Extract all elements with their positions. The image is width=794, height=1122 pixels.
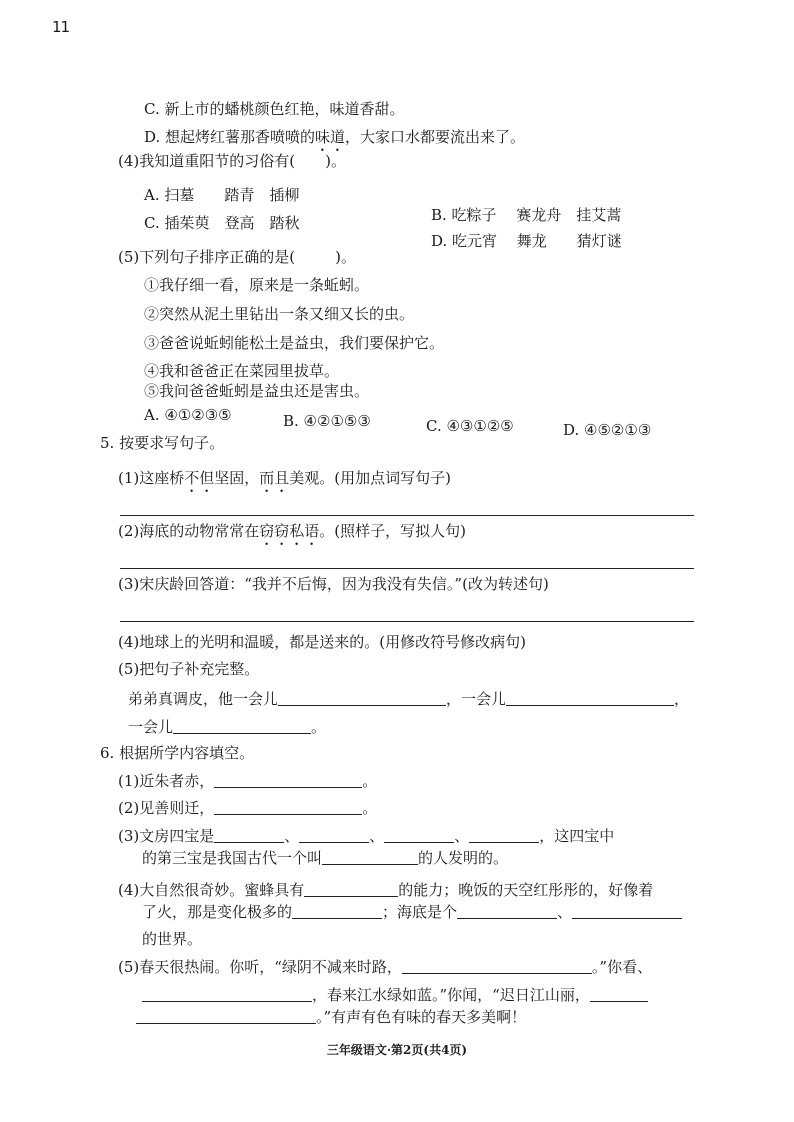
q4-5-stem: (5)下列句子排序正确的是( )。 [118,248,356,266]
fill-blank[interactable] [590,1000,648,1002]
fill-blank[interactable] [304,895,398,897]
q6-item-3-line2: 的第三宝是我国古代一个叫 的人发明的。 [142,849,509,867]
fill-blank[interactable] [506,704,674,706]
q5-item-5-line1: 弟弟真调皮，他一会儿 ，一会儿 ， [128,690,690,708]
q4-4-option-a: A. 扫墓 踏青 插柳 [144,186,300,204]
answer-line[interactable] [120,515,694,516]
q4-4-option-b: B. 吃粽子 赛龙舟 挂艾蒿 [431,206,622,224]
sentence-2: ②突然从泥土里钻出一条又细又长的虫。 [144,305,415,323]
fill-blank[interactable] [142,1000,312,1002]
answer-line[interactable] [120,568,694,569]
q6-item-1: (1)近朱者赤， 。 [118,772,378,790]
corner-mark: 11 [52,18,70,36]
answer-option-d: D. ④⑤②①③ [563,421,652,439]
q6-item-3: (3)文房四宝是 、 、 、 ，这四宝中 [118,827,615,845]
q5-item-1: (1)这座桥不但坚固，而且美观。(用加点词写句子) [118,469,452,487]
q4-4-option-d: D. 吃元宵 舞龙 猜灯谜 [431,232,622,250]
q6-item-5-line3: 。”有声有色有味的春天多美啊！ [136,1010,526,1025]
answer-option-a: A. ④①②③⑤ [144,406,232,424]
dotted-word: 味道 [315,128,346,146]
sentence-3: ③爸爸说蚯蚓能松土是益虫，我们要保护它。 [144,334,445,352]
q5-item-2: (2)海底的动物常常在窃窃私语。(照样子，写拟人句) [118,522,466,540]
q5-title: 5. 按要求写句子。 [100,434,225,452]
q6-title: 6. 根据所学内容填空。 [100,744,255,762]
fill-blank[interactable] [457,917,557,919]
q4-3-option-c: C. 新上市的蟠桃颜色红艳，味道香甜。 [144,100,405,118]
sentence-4: ④我和爸爸正在菜园里拔草。 [144,362,340,380]
fill-blank[interactable] [214,813,362,815]
q6-item-4-line3: 的世界。 [142,930,203,948]
q4-4-stem: (4)我知道重阳节的习俗有( )。 [118,152,346,170]
answer-option-c: C. ④③①②⑤ [426,417,514,435]
q6-item-4-line2: 了火，那是变化极多的 ；海底是个 、 [142,905,682,920]
fill-blank[interactable] [278,704,446,706]
q5-item-4: (4)地球上的光明和温暖，都是送来的。(用修改符号修改病句) [118,633,526,651]
fill-blank[interactable] [214,786,362,788]
fill-blank[interactable] [292,917,382,919]
fill-blank[interactable] [572,917,682,919]
q6-item-5: (5)春天很热闹。你听，“绿阴不减来时路， 。”你看、 [118,958,653,976]
q6-item-4: (4)大自然很奇妙。蜜蜂具有 的能力；晚饭的天空红彤彤的，好像着 [118,881,654,899]
q4-4-option-c: C. 插茱萸 登高 踏秋 [144,214,300,232]
q6-item-5-line2: ，春来江水绿如蓝。”你闻，“迟日江山丽， [142,988,648,1003]
sentence-1: ①我仔细一看，原来是一条蚯蚓。 [144,276,370,294]
q5-item-5: (5)把句子补充完整。 [118,660,260,678]
answer-line[interactable] [120,621,694,622]
page-footer: 三年级语文·第2页(共4页) [326,1043,468,1057]
fill-blank[interactable] [469,841,539,843]
fill-blank[interactable] [402,972,592,974]
q5-item-3: (3)宋庆龄回答道：“我并不后悔，因为我没有失信。”(改为转述句) [118,575,549,593]
q5-item-5-line2: 一会儿 。 [128,718,327,736]
fill-blank[interactable] [136,1022,316,1024]
q4-3-option-d: D. 想起烤红薯那香喷喷的味道，大家口水都要流出来了。 [144,128,526,146]
fill-blank[interactable] [214,841,284,843]
fill-blank[interactable] [299,841,369,843]
q6-item-2: (2)见善则迁， 。 [118,799,378,817]
fill-blank[interactable] [173,732,311,734]
fill-blank[interactable] [384,841,454,843]
answer-option-b: B. ④②①⑤③ [283,412,371,430]
sentence-5: ⑤我问爸爸蚯蚓是益虫还是害虫。 [144,382,370,400]
fill-blank[interactable] [322,863,418,865]
